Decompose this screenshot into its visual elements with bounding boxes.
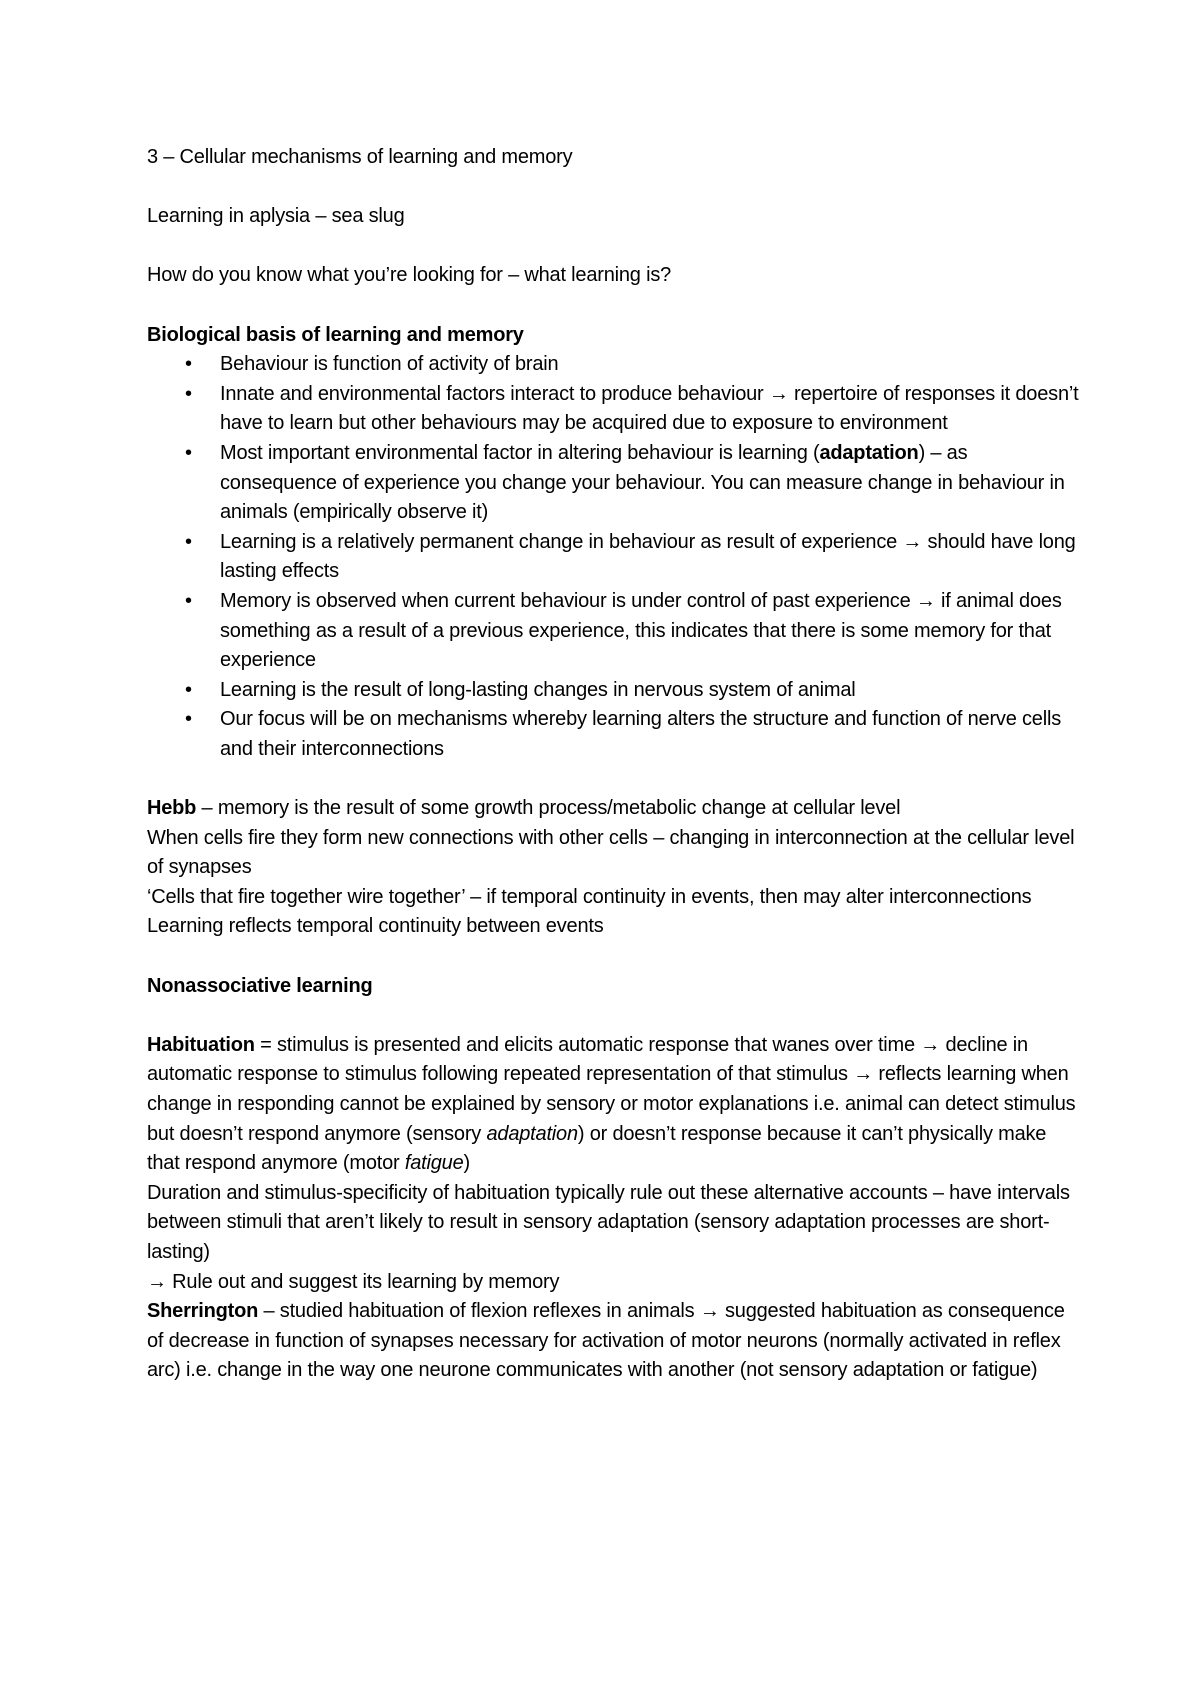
spacer	[147, 291, 1082, 321]
section-heading-biological-basis: Biological basis of learning and memory	[147, 323, 524, 346]
list-item: • Behaviour is function of activity of brain	[147, 350, 1082, 380]
list-item: • Most important environmental factor in altering behaviour is learning (adaptation) – as consequence of experience you change your behaviour. You can measure change in behaviour in animals (empirically observe it)	[147, 439, 1082, 528]
term-adaptation-italic: adaptation	[486, 1122, 578, 1145]
term-hebb: Hebb	[147, 797, 197, 820]
habituation-duration: Duration and stimulus-specificity of habituation typically rule out these alternative accounts – have intervals between stimuli that aren’t likely to result in sensory adaptation (sensory adaptation processes are short-lasting)	[147, 1181, 1070, 1263]
term-adaptation: adaptation	[819, 441, 919, 464]
bullet-icon: •	[185, 530, 192, 553]
spacer	[147, 764, 1082, 794]
hebb-quote: ‘Cells that fire together wire together’ – if temporal continuity in events, then may alter interconnections	[147, 885, 1032, 908]
term-sherrington: Sherrington	[147, 1300, 259, 1323]
biological-basis-list	[147, 350, 1082, 764]
spacer	[147, 173, 1082, 203]
term-fatigue-italic: fatigue	[404, 1152, 464, 1175]
document-subtitle: Learning in aplysia – sea slug	[147, 205, 405, 228]
sherrington-paragraph: Sherrington – studied habituation of flexion reflexes in animals → suggested habituation as consequence of decrease in function of synapses necessary for activation of motor neurons (normally activated in reflex arc) i.e. change in the way one neurone communicates with another (not sensory adaptation or fatigue)	[147, 1300, 1065, 1382]
habituation-paragraph: Habituation = stimulus is presented and elicits automatic response that wanes over time → decline in automatic response to stimulus following repeated representation of that stimulus → reflects learning when change in responding cannot be explained by sensory or motor explanations i.e. animal can detect stimulus but doesn’t respond anymore (sensory adaptation) or doesn’t response because it can’t physically make that respond anymore (motor fatigue)	[147, 1033, 1076, 1175]
spacer	[147, 942, 1082, 972]
bullet-icon: •	[185, 678, 192, 701]
intro-question: How do you know what you’re looking for – what learning is?	[147, 264, 672, 287]
list-item: • Our focus will be on mechanisms whereby learning alters the structure and function of nerve cells and their interconnections	[147, 705, 1082, 764]
list-item: • Learning is a relatively permanent change in behaviour as result of experience → should have long lasting effects	[147, 528, 1082, 587]
bullet-icon: •	[185, 589, 192, 612]
habituation-conclusion: → Rule out and suggest its learning by memory	[147, 1270, 560, 1293]
spacer	[147, 1001, 1082, 1031]
document-title: 3 – Cellular mechanisms of learning and memory	[147, 146, 573, 168]
bullet-icon: •	[185, 353, 192, 376]
list-item: • Learning is the result of long-lasting changes in nervous system of animal	[147, 676, 1082, 706]
hebb-paragraph: Hebb – memory is the result of some growth process/metabolic change at cellular level	[147, 797, 901, 820]
list-item: • Innate and environmental factors interact to produce behaviour → repertoire of responses it doesn’t have to learn but other behaviours may be acquired due to exposure to environment	[147, 380, 1082, 439]
list-item: • Memory is observed when current behaviour is under control of past experience → if animal does something as a result of a previous experience, this indicates that there is some memory for that experience	[147, 587, 1082, 676]
bullet-icon: •	[185, 441, 192, 464]
section-heading-nonassociative: Nonassociative learning	[147, 974, 373, 997]
spacer	[147, 232, 1082, 262]
hebb-line: Learning reflects temporal continuity between events	[147, 915, 604, 938]
hebb-line: When cells fire they form new connections with other cells – changing in interconnection at the cellular level of synapses	[147, 826, 1075, 879]
bullet-icon: •	[185, 708, 192, 731]
term-habituation: Habituation	[147, 1033, 255, 1056]
bullet-icon: •	[185, 382, 192, 405]
document-page	[147, 143, 1082, 1386]
